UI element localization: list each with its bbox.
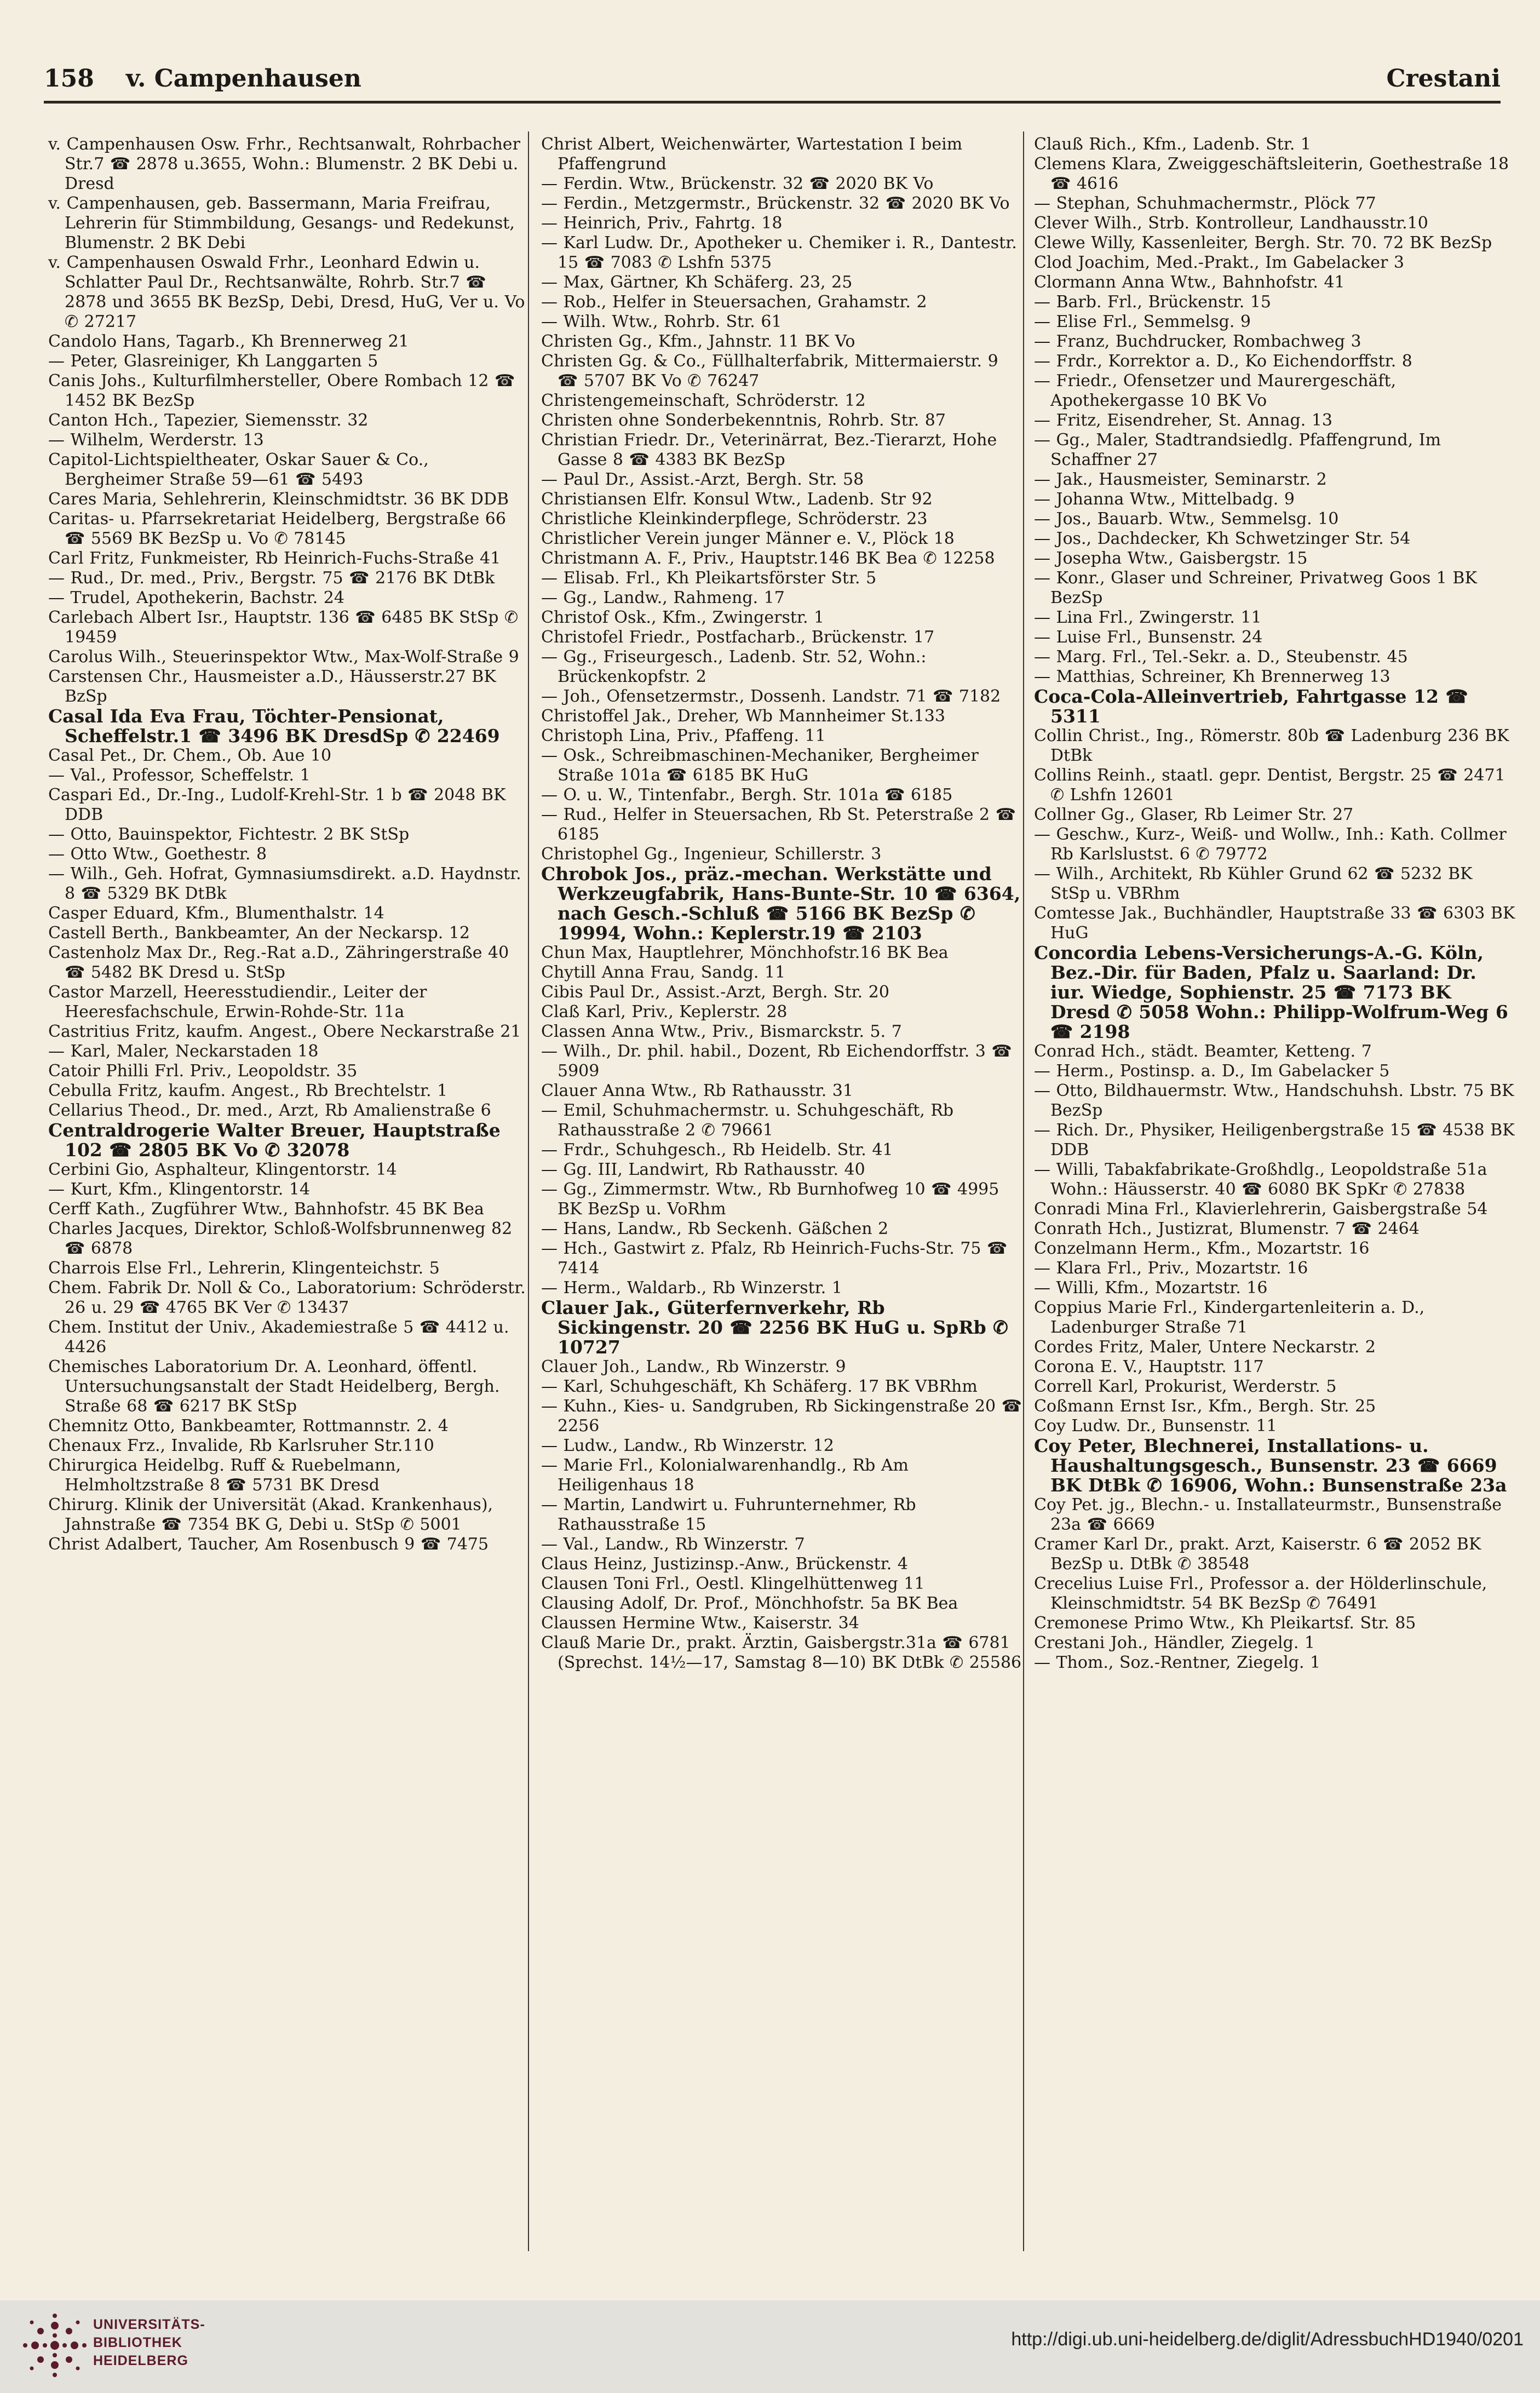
- directory-entry: Chirurgica Heidelbg. Ruff & Ruebelmann, Helmholtzstraße 8 ☎ 5731 BK Dresd: [48, 1456, 401, 1495]
- directory-entry: — Otto, Bildhauermstr. Wtw., Handschuhsh. Lbstr. 75 BK BezSp: [1034, 1081, 1514, 1120]
- directory-entry: v. Campenhausen Osw. Frhr., Rechtsanwalt, Rohrbacher Str.7 ☎ 2878 u.3655, Wohn.: Blumenstr. 2 BK Debi u. Dresd: [48, 135, 520, 193]
- directory-entry: — Trudel, Apothekerin, Bachstr. 24: [48, 588, 344, 607]
- column-1: [48, 135, 530, 2249]
- directory-entry: Cordes Fritz, Maler, Untere Neckarstr. 2: [1034, 1338, 1376, 1357]
- directory-entry: Collner Gg., Glaser, Rb Leimer Str. 27: [1034, 805, 1354, 824]
- directory-entry: Chenaux Frz., Invalide, Rb Karlsruher Str.110: [48, 1436, 434, 1455]
- directory-entry: Cares Maria, Sehlehrerin, Kleinschmidtstr. 36 BK DDB: [48, 490, 509, 509]
- directory-entry: — Gg., Landw., Rahmeng. 17: [541, 588, 785, 607]
- directory-entry: Cellarius Theod., Dr. med., Arzt, Rb Amalienstraße 6: [48, 1101, 491, 1120]
- directory-entry: — Herm., Waldarb., Rb Winzerstr. 1: [541, 1278, 842, 1298]
- directory-entry: Christlicher Verein junger Männer e. V., Plöck 18: [541, 529, 955, 548]
- directory-entry: Christengemeinschaft, Schröderstr. 12: [541, 391, 866, 410]
- directory-entry: — Frdr., Schuhgesch., Rb Heidelb. Str. 41: [541, 1140, 893, 1160]
- directory-entry: Christ Adalbert, Taucher, Am Rosenbusch 9 ☎ 7475: [48, 1535, 489, 1554]
- directory-entry: Castritius Fritz, kaufm. Angest., Obere Neckarstraße 21: [48, 1022, 521, 1041]
- library-logo-icon: [22, 2312, 88, 2378]
- directory-entry: — Friedr., Ofensetzer und Maurergeschäft, Apothekergasse 10 BK Vo: [1034, 371, 1397, 410]
- directory-entry: — Klara Frl., Priv., Mozartstr. 16: [1034, 1259, 1308, 1278]
- directory-entry: — Willi, Tabakfabrikate-Großhdlg., Leopoldstraße 51a Wohn.: Häusserstr. 40 ☎ 6080 BK SpKr ✆ 27838: [1034, 1160, 1487, 1199]
- directory-entry: Caspari Ed., Dr.-Ing., Ludolf-Krehl-Str. 1 b ☎ 2048 BK DDB: [48, 785, 506, 824]
- directory-entry: Chun Max, Hauptlehrer, Mönchhofstr.16 BK Bea: [541, 943, 949, 962]
- directory-entry: Caritas- u. Pfarrsekretariat Heidelberg, Bergstraße 66 ☎ 5569 BK BezSp u. Vo ✆ 78145: [48, 509, 506, 548]
- directory-entry: Classen Anna Wtw., Priv., Bismarckstr. 5. 7: [541, 1022, 902, 1041]
- directory-entry: — Gg., Zimmermstr. Wtw., Rb Burnhofweg 10 ☎ 4995 BK BezSp u. VoRhm: [541, 1180, 999, 1219]
- directory-entry: — Franz, Buchdrucker, Rombachweg 3: [1034, 332, 1361, 351]
- directory-entry: — Lina Frl., Zwingerstr. 11: [1034, 608, 1262, 627]
- directory-entry: — Ferdin. Wtw., Brückenstr. 32 ☎ 2020 BK Vo: [541, 174, 934, 193]
- header-right-keyword: Crestani: [1386, 65, 1501, 93]
- directory-entry: Chem. Fabrik Dr. Noll & Co., Laboratorium: Schröderstr. 26 u. 29 ☎ 4765 BK Ver ✆ 13437: [48, 1278, 526, 1317]
- directory-entry: Candolo Hans, Tagarb., Kh Brennerweg 21: [48, 332, 409, 351]
- column-divider: [1023, 131, 1024, 2251]
- page-number: 158: [44, 65, 94, 93]
- directory-entry: — Willi, Kfm., Mozartstr. 16: [1034, 1278, 1268, 1298]
- directory-entry: Cremonese Primo Wtw., Kh Pleikartsf. Str. 85: [1034, 1614, 1416, 1633]
- directory-entry: Coy Peter, Blechnerei, Installations- u. Haushaltungsgesch., Bunsenstr. 23 ☎ 6669 BK DtBk ✆ 16906, Wohn.: Bunsenstraße 23a: [1034, 1435, 1507, 1496]
- directory-entry: Capitol-Lichtspieltheater, Oskar Sauer & Co., Bergheimer Straße 59—61 ☎ 5493: [48, 450, 429, 489]
- library-name-line: HEIDELBERG: [93, 2353, 188, 2368]
- directory-entry: — Jos., Bauarb. Wtw., Semmelsg. 10: [1034, 509, 1339, 529]
- directory-entry: Clausing Adolf, Dr. Prof., Mönchhofstr. 5a BK Bea: [541, 1594, 958, 1613]
- directory-entry: Clauß Marie Dr., prakt. Ärztin, Gaisbergstr.31a ☎ 6781 (Sprechst. 14½—17, Samstag 8—10) BK DtBk ✆ 25586: [541, 1633, 1022, 1672]
- directory-entry: Canis Johs., Kulturfilmhersteller, Obere Rombach 12 ☎ 1452 BK BezSp: [48, 371, 515, 410]
- directory-entry: — Otto Wtw., Goethestr. 8: [48, 845, 267, 864]
- directory-entry: Charrois Else Frl., Lehrerin, Klingenteichstr. 5: [48, 1259, 440, 1278]
- directory-entry: Cerbini Gio, Asphalteur, Klingentorstr. 14: [48, 1160, 397, 1179]
- directory-entry: Chytill Anna Frau, Sandg. 11: [541, 963, 786, 982]
- directory-entry: — Johanna Wtw., Mittelbadg. 9: [1034, 490, 1295, 509]
- directory-entry: — Karl Ludw. Dr., Apotheker u. Chemiker i. R., Dantestr. 15 ☎ 7083 ✆ Lshfn 5375: [541, 233, 1017, 272]
- directory-entry: — Elise Frl., Semmelsg. 9: [1034, 312, 1251, 331]
- directory-entry: — Gg., Friseurgesch., Ladenb. Str. 52, Wohn.: Brückenkopfstr. 2: [541, 647, 927, 686]
- directory-entry: Centraldrogerie Walter Breuer, Hauptstraße 102 ☎ 2805 BK Vo ✆ 32078: [48, 1120, 501, 1161]
- directory-entry: — Paul Dr., Assist.-Arzt, Bergh. Str. 58: [541, 470, 864, 489]
- directory-entry: Cerff Kath., Zugführer Wtw., Bahnhofstr. 45 BK Bea: [48, 1200, 484, 1219]
- directory-entry: Cebulla Fritz, kaufm. Angest., Rb Brechtelstr. 1: [48, 1081, 448, 1100]
- directory-entry: Clormann Anna Wtw., Bahnhofstr. 41: [1034, 273, 1345, 292]
- directory-entry: Cibis Paul Dr., Assist.-Arzt, Bergh. Str. 20: [541, 983, 889, 1002]
- directory-entry: Clever Wilh., Strb. Kontrolleur, Landhausstr.10: [1034, 214, 1428, 233]
- directory-entry: Clauer Jak., Güterfernverkehr, Rb Sickingenstr. 20 ☎ 2256 BK HuG u. SpRb ✆ 10727: [541, 1297, 1008, 1358]
- directory-entry: Carstensen Chr., Hausmeister a.D., Häusserstr.27 BK BzSp: [48, 667, 496, 706]
- directory-entry: Christoph Lina, Priv., Pfaffeng. 11: [541, 726, 826, 745]
- directory-entry: Carolus Wilh., Steuerinspektor Wtw., Max-Wolf-Straße 9: [48, 647, 519, 667]
- source-url-link[interactable]: http://digi.ub.uni-heidelberg.de/diglit/AdressbuchHD1940/0201: [1011, 2329, 1524, 2350]
- directory-entry: Correll Karl, Prokurist, Werderstr. 5: [1034, 1377, 1337, 1396]
- directory-entry: Conzelmann Herm., Kfm., Mozartstr. 16: [1034, 1239, 1370, 1258]
- directory-entry: Christmann A. F., Priv., Hauptstr.146 BK Bea ✆ 12258: [541, 549, 995, 568]
- directory-entry: Chrobok Jos., präz.-mechan. Werkstätte und Werkzeugfabrik, Hans-Bunte-Str. 10 ☎ 6364, nach Gesch.-Schluß ☎ 5166 BK BezSp ✆ 19994, Wohn.: Keplerstr.19 ☎ 2103: [541, 863, 1021, 944]
- directory-entry: Canton Hch., Tapezier, Siemensstr. 32: [48, 411, 369, 430]
- directory-entry: — Marg. Frl., Tel.-Sekr. a. D., Steubenstr. 45: [1034, 647, 1408, 667]
- directory-entry: Coppius Marie Frl., Kindergartenleiterin a. D., Ladenburger Straße 71: [1034, 1298, 1425, 1337]
- directory-entry: — Matthias, Schreiner, Kh Brennerweg 13: [1034, 667, 1390, 686]
- directory-entry: — Stephan, Schuhmachermstr., Plöck 77: [1034, 194, 1376, 213]
- directory-entry: — Josepha Wtw., Gaisbergstr. 15: [1034, 549, 1308, 568]
- directory-entry: Christliche Kleinkinderpflege, Schröderstr. 23: [541, 509, 928, 529]
- directory-entry: — Jak., Hausmeister, Seminarstr. 2: [1034, 470, 1327, 489]
- directory-entry: — Marie Frl., Kolonialwarenhandlg., Rb Am Heiligenhaus 18: [541, 1456, 909, 1495]
- directory-entry: Chem. Institut der Univ., Akademiestraße 5 ☎ 4412 u. 4426: [48, 1318, 509, 1357]
- directory-entry: Conrath Hch., Justizrat, Blumenstr. 7 ☎ 2464: [1034, 1219, 1420, 1238]
- directory-entry: — Gg., Maler, Stadtrandsiedlg. Pfaffengrund, Im Schaffner 27: [1034, 431, 1441, 469]
- footer-bar: [0, 2300, 1540, 2393]
- directory-entry: — Wilh., Dr. phil. habil., Dozent, Rb Eichendorffstr. 3 ☎ 5909: [541, 1042, 1012, 1081]
- directory-entry: — Konr., Glaser und Schreiner, Privatweg Goos 1 BK BezSp: [1034, 569, 1477, 607]
- directory-entry: — Rud., Dr. med., Priv., Bergstr. 75 ☎ 2176 BK DtBk: [48, 569, 495, 588]
- directory-entry: — Ferdin., Metzgermstr., Brückenstr. 32 ☎ 2020 BK Vo: [541, 194, 1010, 213]
- directory-entry: Carlebach Albert Isr., Hauptstr. 136 ☎ 6485 BK StSp ✆ 19459: [48, 608, 519, 647]
- directory-entry: Castenholz Max Dr., Reg.-Rat a.D., Zähringerstraße 40 ☎ 5482 BK Dresd u. StSp: [48, 943, 509, 982]
- directory-entry: Coca-Cola-Alleinvertrieb, Fahrtgasse 12 ☎ 5311: [1034, 686, 1468, 727]
- directory-entry: Carl Fritz, Funkmeister, Rb Heinrich-Fuchs-Straße 41: [48, 549, 501, 568]
- directory-entry: Catoir Philli Frl. Priv., Leopoldstr. 35: [48, 1061, 358, 1081]
- directory-entry: Collin Christ., Ing., Römerstr. 80b ☎ Ladenburg 236 BK DtBk: [1034, 726, 1509, 765]
- directory-entry: Chemisches Laboratorium Dr. A. Leonhard, öffentl. Untersuchungsanstalt der Stadt Heidelberg, Bergh. Straße 68 ☎ 6217 BK StSp: [48, 1357, 500, 1416]
- directory-entry: — Osk., Schreibmaschinen-Mechaniker, Bergheimer Straße 101a ☎ 6185 BK HuG: [541, 746, 979, 785]
- directory-entry: — O. u. W., Tintenfabr., Bergh. Str. 101a ☎ 6185: [541, 785, 953, 805]
- page-header: [44, 65, 1501, 97]
- directory-entry: Christen Gg. & Co., Füllhalterfabrik, Mittermaierstr. 9 ☎ 5707 BK Vo ✆ 76247: [541, 352, 998, 391]
- directory-entry: Castell Berth., Bankbeamter, An der Neckarsp. 12: [48, 923, 470, 943]
- header-rule: [44, 101, 1501, 104]
- directory-entry: Clausen Toni Frl., Oestl. Klingelhüttenweg 11: [541, 1574, 925, 1593]
- directory-entry: Christofel Friedr., Postfacharb., Brückenstr. 17: [541, 628, 935, 647]
- directory-entry: — Val., Professor, Scheffelstr. 1: [48, 766, 311, 785]
- directory-entry: — Wilh., Geh. Hofrat, Gymnasiumsdirekt. a.D. Haydnstr. 8 ☎ 5329 BK DtBk: [48, 864, 521, 903]
- directory-entry: Conrad Hch., städt. Beamter, Ketteng. 7: [1034, 1042, 1372, 1061]
- directory-entry: Christoffel Jak., Dreher, Wb Mannheimer St.133: [541, 707, 945, 726]
- directory-entry: — Elisab. Frl., Kh Pleikartsförster Str. 5: [541, 569, 877, 588]
- directory-entry: Christophel Gg., Ingenieur, Schillerstr. 3: [541, 845, 882, 864]
- directory-entry: Conradi Mina Frl., Klavierlehrerin, Gaisbergstraße 54: [1034, 1200, 1488, 1219]
- directory-entry: Crestani Joh., Händler, Ziegelg. 1: [1034, 1633, 1315, 1652]
- directory-entry: — Geschw., Kurz-, Weiß- und Wollw., Inh.: Kath. Collmer Rb Karlslustst. 6 ✆ 79772: [1034, 825, 1507, 864]
- directory-entry: — Rich. Dr., Physiker, Heiligenbergstraße 15 ☎ 4538 BK DDB: [1034, 1121, 1515, 1160]
- directory-entry: — Gg. III, Landwirt, Rb Rathausstr. 40: [541, 1160, 865, 1179]
- directory-entry: — Rob., Helfer in Steuersachen, Grahamstr. 2: [541, 292, 927, 312]
- directory-entry: — Fritz, Eisendreher, St. Annag. 13: [1034, 411, 1332, 430]
- directory-entry: Clewe Willy, Kassenleiter, Bergh. Str. 70. 72 BK BezSp: [1034, 233, 1492, 253]
- directory-entry: Corona E. V., Hauptstr. 117: [1034, 1357, 1264, 1376]
- directory-entry: Casal Ida Eva Frau, Töchter-Pensionat, Scheffelstr.1 ☎ 3496 BK DresdSp ✆ 22469: [48, 705, 500, 747]
- directory-entry: v. Campenhausen, geb. Bassermann, Maria Freifrau, Lehrerin für Stimmbildung, Gesangs- und Redekunst, Blumenstr. 2 BK Debi: [48, 194, 515, 253]
- directory-entry: Clauß Rich., Kfm., Ladenb. Str. 1: [1034, 135, 1311, 154]
- directory-entry: — Val., Landw., Rb Winzerstr. 7: [541, 1535, 805, 1554]
- directory-entry: — Heinrich, Priv., Fahrtg. 18: [541, 214, 783, 233]
- directory-entry: — Kurt, Kfm., Klingentorstr. 14: [48, 1180, 311, 1199]
- directory-entry: Coy Pet. jg., Blechn.- u. Installateurmstr., Bunsenstraße 23a ☎ 6669: [1034, 1495, 1502, 1534]
- directory-entry: Casal Pet., Dr. Chem., Ob. Aue 10: [48, 746, 332, 765]
- directory-entry: Christof Osk., Kfm., Zwingerstr. 1: [541, 608, 825, 627]
- directory-entry: — Karl, Maler, Neckarstaden 18: [48, 1042, 319, 1061]
- directory-entry: Castor Marzell, Heeresstudiendir., Leiter der Heeresfachschule, Erwin-Rohde-Str. 11a: [48, 983, 427, 1022]
- directory-entry: — Herm., Postinsp. a. D., Im Gabelacker 5: [1034, 1061, 1390, 1081]
- directory-entry: Claß Karl, Priv., Keplerstr. 28: [541, 1002, 788, 1022]
- directory-entry: — Wilhelm, Werderstr. 13: [48, 431, 264, 450]
- directory-entry: Coy Ludw. Dr., Bunsenstr. 11: [1034, 1416, 1277, 1436]
- directory-entry: Christen ohne Sonderbekenntnis, Rohrb. Str. 87: [541, 411, 946, 430]
- directory-entry: — Luise Frl., Bunsenstr. 24: [1034, 628, 1263, 647]
- directory-entry: Coßmann Ernst Isr., Kfm., Bergh. Str. 25: [1034, 1397, 1376, 1416]
- directory-entry: — Ludw., Landw., Rb Winzerstr. 12: [541, 1436, 834, 1455]
- directory-entry: Clauer Joh., Landw., Rb Winzerstr. 9: [541, 1357, 846, 1376]
- directory-entry: — Barb. Frl., Brückenstr. 15: [1034, 292, 1271, 312]
- directory-entry: — Frdr., Korrektor a. D., Ko Eichendorffstr. 8: [1034, 352, 1412, 371]
- directory-entry: — Peter, Glasreiniger, Kh Langgarten 5: [48, 352, 378, 371]
- directory-entry: — Kuhn., Kies- u. Sandgruben, Rb Sickingenstraße 20 ☎ 2256: [541, 1397, 1022, 1436]
- directory-entry: — Karl, Schuhgeschäft, Kh Schäferg. 17 BK VBRhm: [541, 1377, 978, 1396]
- directory-entry: — Wilh., Architekt, Rb Kühler Grund 62 ☎ 5232 BK StSp u. VBRhm: [1034, 864, 1473, 903]
- directory-entry: Christ Albert, Weichenwärter, Wartestation I beim Pfaffengrund: [541, 135, 963, 174]
- column-3: [1034, 135, 1516, 2249]
- directory-entry: Collins Reinh., staatl. gepr. Dentist, Bergstr. 25 ☎ 2471 ✆ Lshfn 12601: [1034, 766, 1505, 805]
- directory-entry: — Hans, Landw., Rb Seckenh. Gäßchen 2: [541, 1219, 889, 1238]
- directory-entry: Casper Eduard, Kfm., Blumenthalstr. 14: [48, 904, 384, 923]
- header-left-keyword: v. Campenhausen: [126, 65, 361, 93]
- directory-entry: Charles Jacques, Direktor, Schloß-Wolfsbrunnenweg 82 ☎ 6878: [48, 1219, 513, 1258]
- directory-entry: — Joh., Ofensetzermstr., Dossenh. Landstr. 71 ☎ 7182: [541, 687, 1001, 706]
- directory-entry: Concordia Lebens-Versicherungs-A.-G. Köln, Bez.-Dir. für Baden, Pfalz u. Saarland: Dr. iur. Wiedge, Sophienstr. 25 ☎ 7173 BK Dresd ✆ 5058 Wohn.: Philipp-Wolfrum-Weg 6 ☎ 2198: [1034, 942, 1508, 1042]
- directory-entry: v. Campenhausen Oswald Frhr., Leonhard Edwin u. Schlatter Paul Dr., Rechtsanwälte, Rohrb. Str.7 ☎ 2878 und 3655 BK BezSp, Debi, Dresd, HuG, Ver u. Vo ✆ 27217: [48, 253, 525, 331]
- directory-entry: Clauer Anna Wtw., Rb Rathausstr. 31: [541, 1081, 853, 1100]
- directory-entry: — Otto, Bauinspektor, Fichtestr. 2 BK StSp: [48, 825, 410, 844]
- directory-entry: Clod Joachim, Med.-Prakt., Im Gabelacker 3: [1034, 253, 1404, 272]
- directory-entry: Clemens Klara, Zweiggeschäftsleiterin, Goethestraße 18 ☎ 4616: [1034, 154, 1509, 193]
- column-2: [541, 135, 1023, 2249]
- library-name: [93, 2316, 205, 2370]
- directory-entry: — Max, Gärtner, Kh Schäferg. 23, 25: [541, 273, 853, 292]
- directory-entry: — Rud., Helfer in Steuersachen, Rb St. Peterstraße 2 ☎ 6185: [541, 805, 1016, 844]
- directory-entry: Claus Heinz, Justizinsp.-Anw., Brückenstr. 4: [541, 1554, 908, 1574]
- directory-entry: Christiansen Elfr. Konsul Wtw., Ladenb. Str 92: [541, 490, 933, 509]
- library-name-line: BIBLIOTHEK: [93, 2335, 182, 2350]
- directory-entry: — Jos., Dachdecker, Kh Schwetzinger Str. 54: [1034, 529, 1411, 548]
- directory-entry: Chemnitz Otto, Bankbeamter, Rottmannstr. 2. 4: [48, 1416, 449, 1436]
- directory-entry: Claussen Hermine Wtw., Kaiserstr. 34: [541, 1614, 859, 1633]
- directory-entry: — Emil, Schuhmachermstr. u. Schuhgeschäft, Rb Rathausstraße 2 ✆ 79661: [541, 1101, 954, 1140]
- directory-entry: — Hch., Gastwirt z. Pfalz, Rb Heinrich-Fuchs-Str. 75 ☎ 7414: [541, 1239, 1008, 1278]
- directory-entry: Christen Gg., Kfm., Jahnstr. 11 BK Vo: [541, 332, 855, 351]
- directory-entry: — Wilh. Wtw., Rohrb. Str. 61: [541, 312, 782, 331]
- directory-entry: Crecelius Luise Frl., Professor a. der Hölderlinschule, Kleinschmidtstr. 54 BK BezSp ✆ 76491: [1034, 1574, 1487, 1613]
- directory-entry: Cramer Karl Dr., prakt. Arzt, Kaiserstr. 6 ☎ 2052 BK BezSp u. DtBk ✆ 38548: [1034, 1535, 1481, 1574]
- library-name-line: UNIVERSITÄTS-: [93, 2317, 205, 2332]
- directory-entry: — Martin, Landwirt u. Fuhrunternehmer, Rb Rathausstraße 15: [541, 1495, 916, 1534]
- directory-entry: — Thom., Soz.-Rentner, Ziegelg. 1: [1034, 1653, 1321, 1672]
- directory-entry: Comtesse Jak., Buchhändler, Hauptstraße 33 ☎ 6303 BK HuG: [1034, 904, 1515, 943]
- directory-entry: Christian Friedr. Dr., Veterinärrat, Bez.-Tierarzt, Hohe Gasse 8 ☎ 4383 BK BezSp: [541, 431, 997, 469]
- directory-entry: Chirurg. Klinik der Universität (Akad. Krankenhaus), Jahnstraße ☎ 7354 BK G, Debi u. StSp ✆ 5001: [48, 1495, 493, 1534]
